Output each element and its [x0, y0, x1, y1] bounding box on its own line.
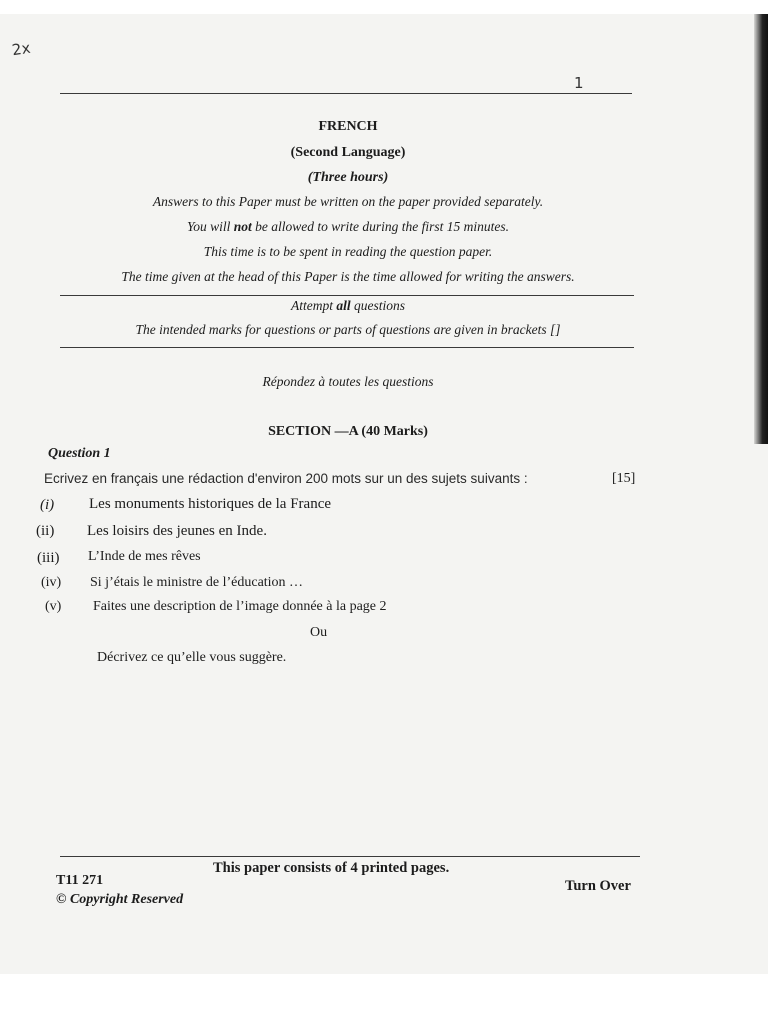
instructions-rule [60, 295, 634, 296]
top-rule [60, 93, 632, 94]
option-v: Faites une description de l’image donnée à la page 2 [93, 599, 387, 614]
option-iii: L’Inde de mes rêves [88, 549, 201, 564]
paper-code: T11 271 [56, 873, 104, 888]
page-mark: 1 [574, 74, 584, 92]
instruction-2: You will not be allowed to write during the first 15 minutes. [186, 219, 510, 234]
option-num-iii: (iii) [37, 550, 60, 566]
option-i: Les monuments historiques de la France [89, 496, 332, 512]
option-num-ii: (ii) [36, 523, 55, 539]
question-title: Question 1 [48, 446, 111, 461]
question-marks: [15] [612, 471, 636, 486]
question-text: Ecrivez en français une rédaction d'environ 200 mots sur un des sujets suivants : [44, 471, 528, 486]
decrivez-text: Décrivez ce qu’elle vous suggère. [97, 650, 287, 665]
footer-rule [60, 856, 640, 857]
page-edge-shadow [754, 14, 768, 444]
subtitle: (Second Language) [290, 145, 406, 160]
option-num-v: (v) [45, 599, 62, 614]
section-heading: SECTION —A (40 Marks) [268, 424, 428, 439]
handwritten-scribble: 2x [10, 38, 32, 60]
subject-title: FRENCH [318, 119, 378, 134]
marks-rule [60, 347, 634, 348]
marks-note: The intended marks for questions or parts of questions are given in brackets [] [135, 322, 561, 337]
option-ii: Les loisirs des jeunes en Inde. [87, 523, 267, 539]
instruction-3: This time is to be spent in reading the question paper. [203, 244, 493, 259]
copyright: © Copyright Reserved [56, 892, 184, 907]
option-num-i: (i) [40, 497, 55, 513]
option-num-iv: (iv) [41, 575, 62, 590]
instruction-1: Answers to this Paper must be written on the paper provided separately. [152, 194, 544, 209]
option-iv: Si j’étais le ministre de l’éducation … [90, 575, 304, 590]
pages-note: This paper consists of 4 printed pages. [213, 860, 450, 876]
duration: (Three hours) [307, 170, 389, 185]
turn-over: Turn Over [565, 878, 631, 894]
attempt-note: Attempt all questions [290, 298, 406, 313]
instruction-4: The time given at the head of this Paper is the time allowed for writing the answers. [121, 269, 575, 284]
ou-text: Ou [310, 625, 328, 640]
repondez: Répondez à toutes les questions [262, 374, 434, 389]
